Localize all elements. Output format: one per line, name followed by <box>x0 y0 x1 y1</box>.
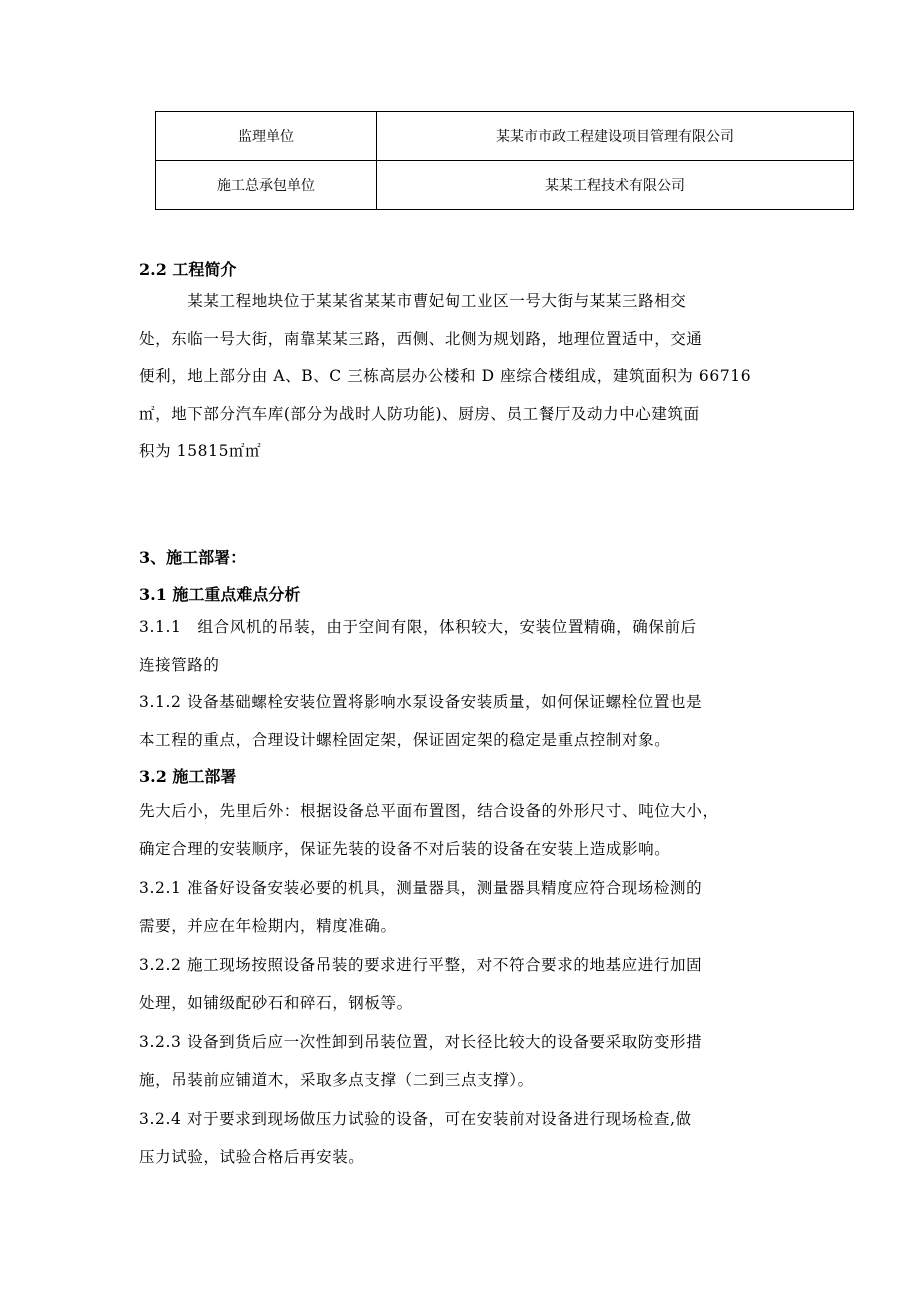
section-heading-2-2: 2.2 工程简介 <box>139 260 237 279</box>
paragraph-3-2-2 <box>139 947 789 1022</box>
paragraph-project-overview <box>139 283 789 471</box>
paragraph-3-2-1 <box>139 870 789 945</box>
table-row <box>156 112 854 161</box>
table-row <box>156 161 854 210</box>
section-heading-3-1: 3.1 施工重点难点分析 <box>139 585 301 604</box>
paragraph-line: 处理，如铺级配砂石和碎石，钢板等。 <box>139 993 413 1012</box>
paragraph-line: 连接管路的 <box>139 655 220 674</box>
paragraph-line: 3.2.4 对于要求到现场做压力试验的设备，可在安装前对设备进行现场检查,做 <box>139 1110 692 1128</box>
paragraph-line: 3.2.1 准备好设备安装必要的机具，测量器具，测量器具精度应符合现场检测的 <box>139 879 703 897</box>
table-cell-value: 某某工程技术有限公司 <box>377 161 854 210</box>
paragraph-line: 3.1.2 设备基础螺栓安装位置将影响水泵设备安装质量，如何保证螺栓位置也是 <box>139 693 703 711</box>
paragraph-line: 3.2.2 施工现场按照设备吊装的要求进行平整，对不符合要求的地基应进行加固 <box>139 956 703 974</box>
section-heading-3: 3、施工部署： <box>139 548 247 567</box>
paragraph-line: 确定合理的安装顺序，保证先装的设备不对后装的设备在安装上造成影响。 <box>139 839 671 858</box>
table-cell-value: 某某市市政工程建设项目管理有限公司 <box>377 112 854 161</box>
paragraph-line: 处，东临一号大街，南靠某某三路，西侧、北侧为规划路，地理位置适中，交通 <box>139 329 703 348</box>
paragraph-3-2 <box>139 793 789 868</box>
paragraph-line: 需要，并应在年检期内，精度准确。 <box>139 916 397 935</box>
paragraph-line: 先大后小，先里后外：根据设备总平面布置图，结合设备的外形尺寸、吨位大小， <box>139 802 719 820</box>
table-cell-label: 监理单位 <box>156 112 377 161</box>
paragraph-3-1-2 <box>139 684 789 759</box>
paragraph-3-1-1 <box>139 609 789 684</box>
paragraph-line: 3.2.3 设备到货后应一次性卸到吊装位置，对长径比较大的设备要采取防变形措 <box>139 1033 703 1051</box>
section-heading-3-2: 3.2 施工部署 <box>139 767 237 786</box>
paragraph-line: ㎡，地下部分汽车库(部分为战时人防功能)、厨房、员工餐厅及动力中心建筑面 <box>139 404 700 423</box>
paragraph-line: 施，吊装前应铺道木，采取多点支撑（二到三点支撑）。 <box>139 1070 534 1089</box>
paragraph-line: 本工程的重点，合理设计螺栓固定架，保证固定架的稳定是重点控制对象。 <box>139 730 671 749</box>
paragraph-3-2-4 <box>139 1101 789 1176</box>
paragraph-3-2-3 <box>139 1024 789 1099</box>
paragraph-line: 积为 15815㎡㎡ <box>139 442 262 460</box>
paragraph-line: 便利，地上部分由 A、B、C 三栋高层办公楼和 D 座综合楼组成，建筑面积为 66716 <box>139 367 752 385</box>
paragraph-line: 3.1.1 组合风机的吊装，由于空间有限，体积较大，安装位置精确，确保前后 <box>139 618 697 636</box>
paragraph-line: 压力试验，试验合格后再安装。 <box>139 1147 365 1166</box>
unit-info-table <box>155 111 854 210</box>
table-cell-label: 施工总承包单位 <box>156 161 377 210</box>
paragraph-line: 某某工程地块位于某某省某某市曹妃甸工业区一号大街与某某三路相交 <box>139 292 687 310</box>
